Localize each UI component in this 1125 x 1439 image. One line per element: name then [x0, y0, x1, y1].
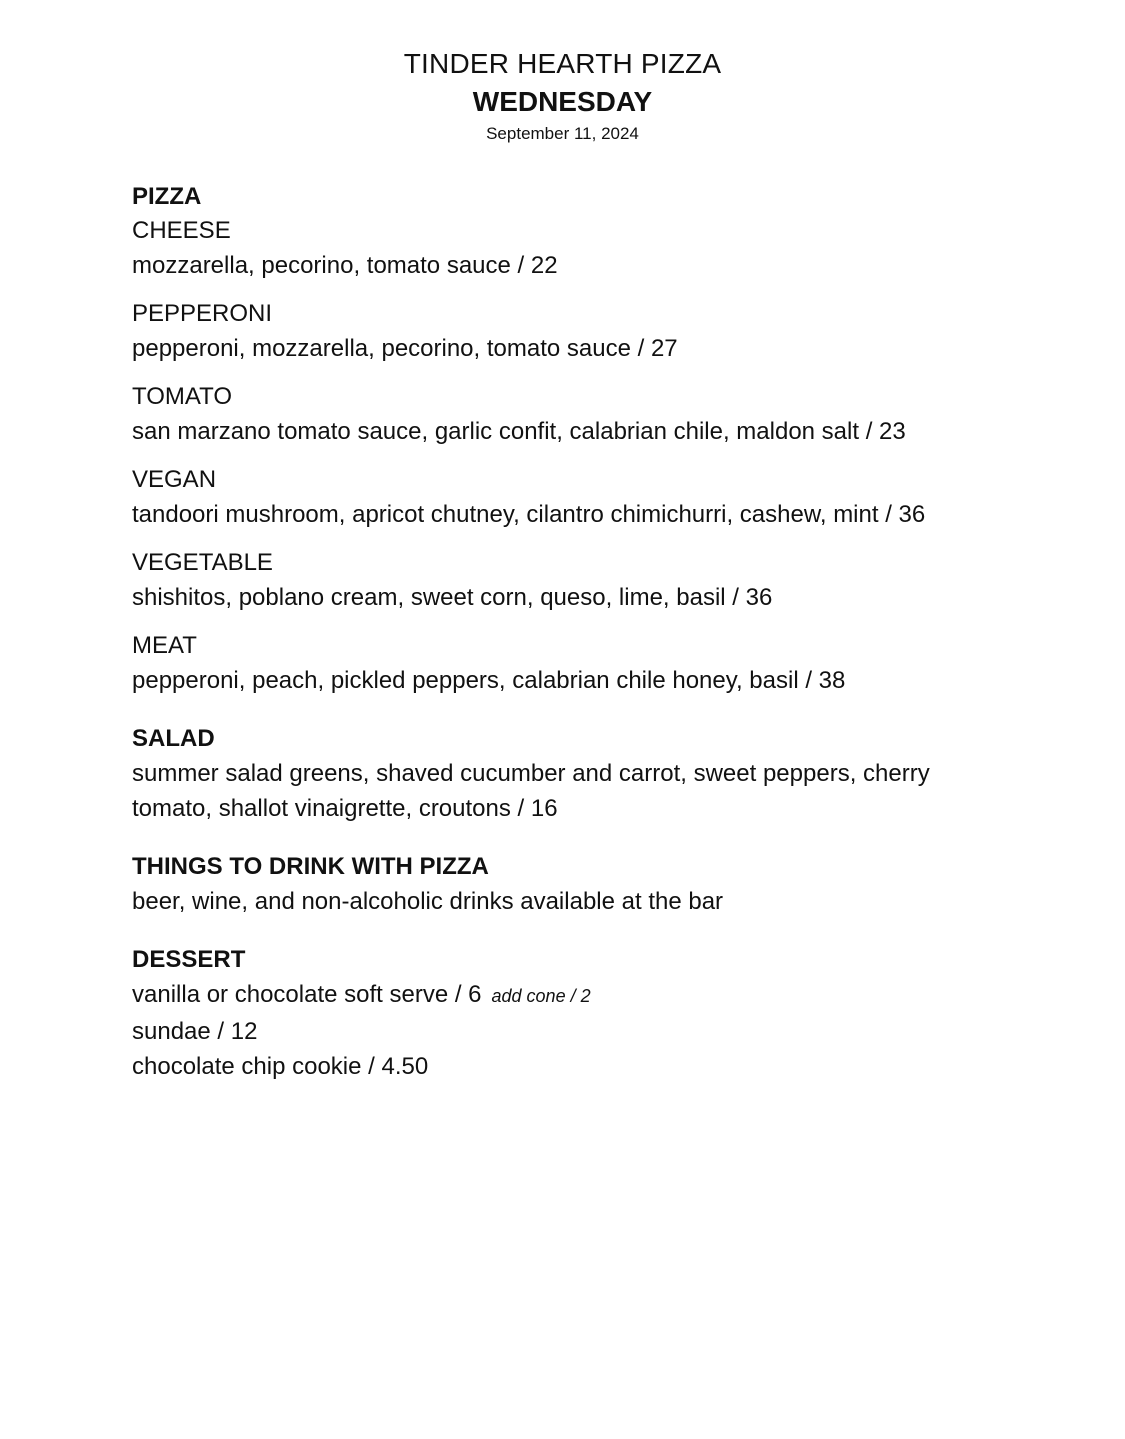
- salad-section: [132, 722, 992, 826]
- dessert-item: [132, 977, 992, 1014]
- menu-content: [132, 180, 992, 1084]
- dessert-section: [132, 943, 992, 1084]
- pizza-item-name: VEGETABLE: [132, 549, 273, 576]
- pizza-item-desc: shishitos, poblano cream, sweet corn, queso, lime, basil / 36: [132, 584, 773, 611]
- dessert-item: sundae / 12: [132, 1018, 258, 1045]
- salad-desc: summer salad greens, shaved cucumber and carrot, sweet peppers, cherry tomato, shallot vinaigrette, croutons / 16: [132, 760, 930, 822]
- section-title-drinks: THINGS TO DRINK WITH PIZZA: [132, 853, 489, 880]
- dessert-item: chocolate chip cookie / 4.50: [132, 1053, 429, 1080]
- pizza-item-name: PEPPERONI: [132, 300, 273, 327]
- section-title-pizza: PIZZA: [132, 183, 202, 210]
- drinks-section: [132, 850, 992, 919]
- pizza-item-desc: pepperoni, peach, pickled peppers, calabrian chile honey, basil / 38: [132, 667, 846, 694]
- dessert-addon: add cone / 2: [491, 986, 591, 1006]
- pizza-item-desc: tandoori mushroom, apricot chutney, cilantro chimichurri, cashew, mint / 36: [132, 501, 926, 528]
- pizza-item-name: VEGAN: [132, 466, 217, 493]
- pizza-item-desc: san marzano tomato sauce, garlic confit, calabrian chile, maldon salt / 23: [132, 418, 906, 445]
- section-title-dessert: DESSERT: [132, 946, 246, 973]
- pizza-item-desc: pepperoni, mozzarella, pecorino, tomato sauce / 27: [132, 335, 678, 362]
- menu-header: [0, 46, 1125, 146]
- menu-date: September 11, 2024: [486, 124, 639, 143]
- pizza-item-name: CHEESE: [132, 217, 231, 244]
- restaurant-name: TINDER HEARTH PIZZA: [403, 48, 722, 79]
- pizza-item-name: MEAT: [132, 632, 197, 659]
- drinks-desc: beer, wine, and non-alcoholic drinks available at the bar: [132, 888, 724, 915]
- section-title-salad: SALAD: [132, 725, 215, 752]
- menu-day: WEDNESDAY: [472, 86, 653, 117]
- pizza-item-desc: mozzarella, pecorino, tomato sauce / 22: [132, 252, 558, 279]
- dessert-item-text: vanilla or chocolate soft serve / 6: [132, 981, 482, 1008]
- pizza-item-name: TOMATO: [132, 383, 233, 410]
- pizza-section: [132, 180, 992, 698]
